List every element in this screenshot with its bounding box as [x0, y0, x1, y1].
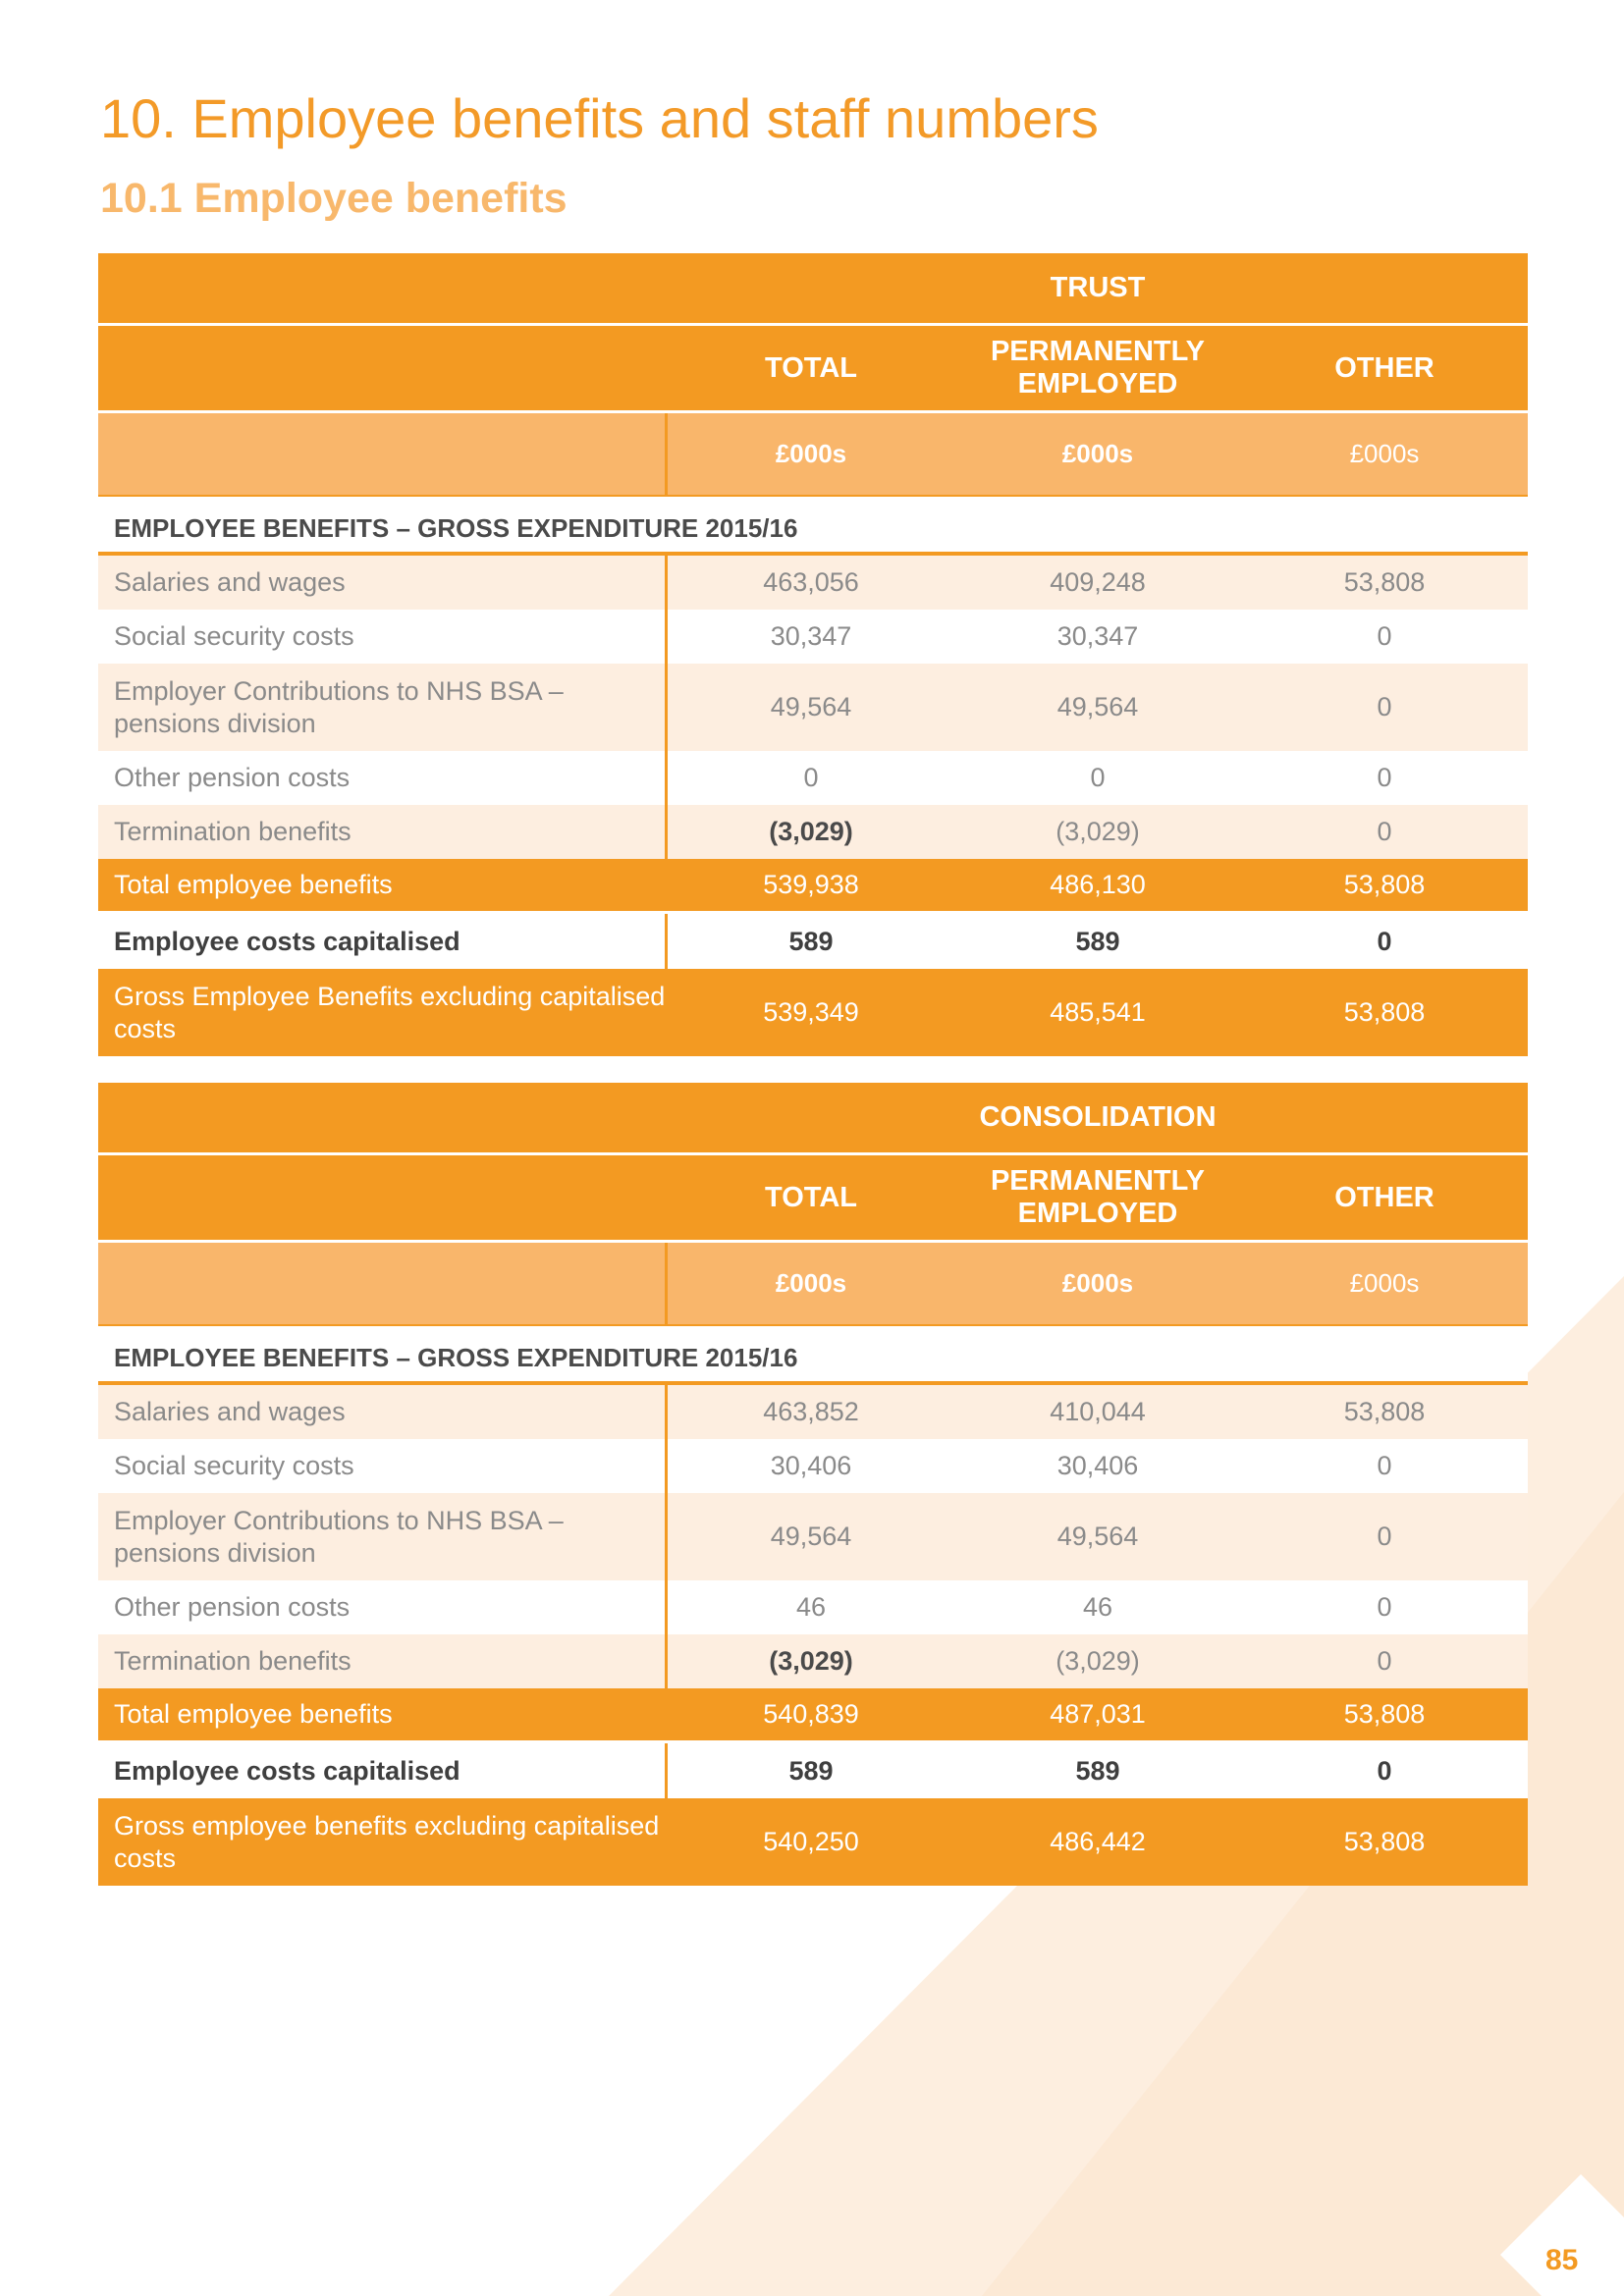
cell-total: (3,029) — [769, 817, 853, 846]
unit-label: £000s — [775, 439, 847, 468]
column-header-total: TOTAL — [765, 1181, 857, 1213]
row-label: Employer Contributions to NHS BSA – pensions division — [98, 664, 668, 751]
section-heading: EMPLOYEE BENEFITS – GROSS EXPENDITURE 2015/16 — [114, 1343, 798, 1372]
section-heading-row — [98, 1324, 1528, 1385]
cell-permanent: 410,044 — [1050, 1397, 1146, 1426]
cell-other: 0 — [1377, 1592, 1392, 1622]
cell-other: 0 — [1377, 621, 1392, 651]
total-row — [98, 859, 1528, 914]
cell-total: 49,564 — [770, 1522, 852, 1551]
cell-total: 540,839 — [763, 1699, 859, 1729]
table-row — [98, 1493, 1528, 1580]
unit-label: £000s — [1061, 439, 1134, 468]
table-row — [98, 556, 1528, 610]
table-row — [98, 805, 1528, 859]
row-label: Gross employee benefits excluding capitalised costs — [114, 1810, 660, 1873]
cell-other: 0 — [1377, 1646, 1392, 1676]
consolidation-benefits-table — [98, 1083, 1528, 1886]
unit-label: £000s — [1349, 1268, 1420, 1298]
cell-permanent: (3,029) — [1056, 1646, 1140, 1676]
cell-other: 53,808 — [1343, 870, 1426, 899]
cell-other: 0 — [1377, 1755, 1392, 1786]
cell-total: (3,029) — [769, 1646, 853, 1676]
group-title: TRUST — [1050, 272, 1146, 303]
cell-total: 463,056 — [763, 567, 859, 597]
cell-total: 30,406 — [770, 1451, 852, 1480]
cell-total: 539,349 — [763, 997, 859, 1027]
units-row — [98, 1243, 1528, 1324]
cell-total: 49,564 — [770, 692, 852, 721]
unit-label: £000s — [1061, 1268, 1134, 1298]
cell-total: 30,347 — [770, 621, 852, 651]
cell-other: 53,808 — [1343, 997, 1426, 1027]
capitalised-row — [98, 914, 1528, 969]
section-heading: EMPLOYEE BENEFITS – GROSS EXPENDITURE 2015/16 — [114, 513, 798, 543]
row-label: Salaries and wages — [98, 1385, 668, 1439]
cell-permanent: 49,564 — [1056, 1522, 1139, 1551]
table-group-header — [98, 1083, 1528, 1155]
row-label: Social security costs — [98, 610, 668, 664]
cell-other: 0 — [1377, 817, 1392, 846]
cell-other: 53,808 — [1343, 1827, 1426, 1856]
cell-permanent: 589 — [1075, 1755, 1120, 1786]
cell-permanent: 487,031 — [1050, 1699, 1146, 1729]
column-header-other: OTHER — [1334, 1181, 1435, 1213]
cell-other: 53,808 — [1343, 1699, 1426, 1729]
page-title: 10. Employee benefits and staff numbers — [100, 87, 1099, 149]
cell-permanent: 0 — [1090, 763, 1106, 792]
column-header-row — [98, 326, 1528, 413]
trust-benefits-table — [98, 253, 1528, 1056]
table-row — [98, 610, 1528, 664]
cell-permanent: 589 — [1075, 926, 1120, 956]
row-label: Termination benefits — [98, 1634, 668, 1688]
gross-total-row — [98, 1798, 1528, 1886]
cell-permanent: 49,564 — [1056, 692, 1139, 721]
cell-total: 589 — [788, 926, 834, 956]
row-label: Social security costs — [98, 1439, 668, 1493]
section-heading-row — [98, 495, 1528, 556]
row-label: Employer Contributions to NHS BSA – pensions division — [98, 1493, 668, 1580]
units-row — [98, 413, 1528, 495]
cell-total: 589 — [788, 1755, 834, 1786]
row-label: Termination benefits — [98, 805, 668, 859]
total-row — [98, 1688, 1528, 1743]
row-label: Other pension costs — [98, 751, 668, 805]
table-row — [98, 1634, 1528, 1688]
section-subtitle: 10.1 Employee benefits — [100, 175, 568, 222]
cell-permanent: 30,406 — [1056, 1451, 1139, 1480]
row-label: Employee costs capitalised — [98, 914, 668, 969]
cell-other: 0 — [1377, 1522, 1392, 1551]
column-header-other: OTHER — [1334, 351, 1435, 384]
cell-permanent: 486,442 — [1050, 1827, 1146, 1856]
cell-permanent: 46 — [1082, 1592, 1113, 1622]
cell-permanent: 485,541 — [1050, 997, 1146, 1027]
unit-label: £000s — [775, 1268, 847, 1298]
table-row — [98, 1439, 1528, 1493]
cell-other: 53,808 — [1343, 1397, 1426, 1426]
table-row — [98, 1385, 1528, 1439]
row-label: Other pension costs — [98, 1580, 668, 1634]
unit-label: £000s — [1349, 439, 1420, 468]
row-label: Employee costs capitalised — [98, 1743, 668, 1798]
cell-total: 539,938 — [763, 870, 859, 899]
group-title: CONSOLIDATION — [979, 1101, 1217, 1133]
cell-permanent: 409,248 — [1050, 567, 1146, 597]
cell-permanent: 486,130 — [1050, 870, 1146, 899]
cell-total: 463,852 — [763, 1397, 859, 1426]
row-label: Gross Employee Benefits excluding capitalised costs — [114, 981, 666, 1043]
cell-permanent: 30,347 — [1056, 621, 1139, 651]
row-label: Total employee benefits — [114, 870, 393, 899]
column-header-row — [98, 1155, 1528, 1243]
row-label: Total employee benefits — [114, 1699, 393, 1729]
row-label: Salaries and wages — [98, 556, 668, 610]
column-header-permanent: PERMANENTLY EMPLOYED — [990, 336, 1206, 400]
table-row — [98, 751, 1528, 805]
cell-permanent: (3,029) — [1056, 817, 1140, 846]
cell-other: 0 — [1377, 763, 1392, 792]
capitalised-row — [98, 1743, 1528, 1798]
column-header-permanent: PERMANENTLY EMPLOYED — [990, 1165, 1206, 1229]
table-row — [98, 664, 1528, 751]
page-number: 85 — [1545, 2244, 1579, 2276]
cell-other: 0 — [1377, 926, 1392, 956]
cell-other: 0 — [1377, 692, 1392, 721]
cell-total: 0 — [803, 763, 819, 792]
cell-total: 46 — [795, 1592, 827, 1622]
cell-other: 53,808 — [1343, 567, 1426, 597]
table-row — [98, 1580, 1528, 1634]
table-group-header — [98, 253, 1528, 326]
cell-total: 540,250 — [763, 1827, 859, 1856]
gross-total-row — [98, 969, 1528, 1056]
cell-other: 0 — [1377, 1451, 1392, 1480]
column-header-total: TOTAL — [765, 351, 857, 384]
